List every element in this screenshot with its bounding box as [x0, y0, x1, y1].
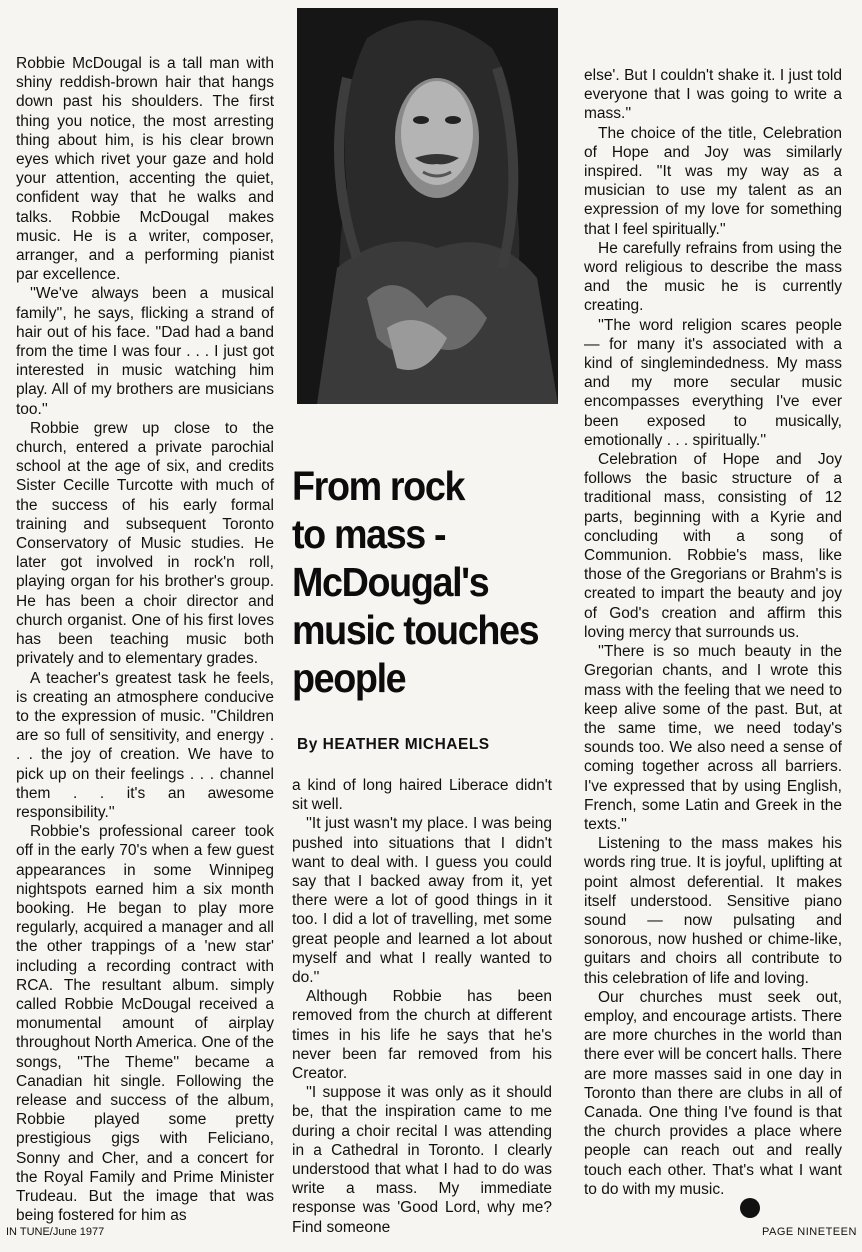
paragraph: Robbie grew up close to the church, entered a private parochial school at the age of six, and credits Sister Cecille Turcotte with much of the success of his early formal training and subsequent Toronto Conservatory of Music studies. He later got involved in rock'n roll, playing organ for his brother's group. He has been a choir director and church organist. One of his first loves has been teaching music both privately and to elementary grades. — [16, 419, 274, 668]
paragraph: ''There is so much beauty in the Gregorian chants, and I wrote this mass with the feeling that we need to keep alive some of the past. But, at the same time, we need today's sounds too. We also need a sense of coming together across all barriers. I've expressed that by using English, French, some Latin and Greek in the texts.'' — [584, 643, 842, 833]
article-column-3 — [584, 66, 842, 1199]
paragraph: ''I suppose it was only as it should be, that the inspiration came to me during a choir recital I was attending in a Cathedral in Toronto. I clearly understood that what I had to do was write a mass. My immediate response was 'Good Lord, why me? Find someone — [292, 1084, 552, 1236]
article-headline — [292, 462, 540, 702]
article-column-2 — [292, 776, 552, 1237]
article-column-1 — [16, 54, 274, 1225]
headline-line: McDougal's — [292, 559, 489, 605]
portrait-photo — [297, 8, 558, 404]
paragraph: Listening to the mass makes his words ring true. It is joyful, uplifting at point almost deferential. It makes itself understood. Sensitive piano sound — now pulsating and sonorous, now hushed or chime-like, guitars and choirs all contribute to this celebration of life and loving. — [584, 835, 842, 987]
headline-line: to mass - — [292, 511, 446, 557]
paragraph: He carefully refrains from using the word religious to describe the mass and the music he is currently creating. — [584, 239, 842, 315]
portrait-illustration — [297, 8, 558, 404]
paragraph: else'. But I couldn't shake it. I just told everyone that I was going to write a mass.'' — [584, 67, 842, 123]
end-mark-icon — [740, 1198, 760, 1218]
headline-line: people — [292, 655, 406, 701]
paragraph: ''It just wasn't my place. I was being pushed into situations that I didn't want to deal with. I guess you could say that I backed away from it, yet there were a lot of good things in it too. I did a lot of travelling, met some great people and learned a lot about myself and what I really wanted to do.'' — [292, 815, 552, 987]
paragraph: a kind of long haired Liberace didn't sit well. — [292, 777, 552, 814]
paragraph: Celebration of Hope and Joy follows the basic structure of a traditional mass, consisting of 12 parts, beginning with a Kyrie and concluding with a song of Communion. Robbie's mass, like those of the Gregorians or Brahm's is created to impart the beauty and joy of God's creation and affirm this loving mercy that surrounds us. — [584, 451, 842, 641]
paragraph: ''We've always been a musical family'', he says, flicking a strand of hair out of his face. ''Dad had a band from the time I was four . . . I just got interested in music watching him play. All of my brothers are musicians too.'' — [16, 285, 274, 418]
footer-page-number: PAGE NINETEEN — [762, 1226, 857, 1238]
headline-line: From rock — [292, 463, 465, 509]
paragraph: Our churches must seek out, employ, and encourage artists. There are more churches in the world than there ever will be concert halls. There are more masses said in one day in Toronto than there are clubs in all of Canada. One thing I've found is that the church provides a place where people can reach out and really touch each other. That's what I want to do with my music. — [584, 988, 842, 1198]
footer-publication: IN TUNE/June 1977 — [6, 1226, 105, 1238]
paragraph: Robbie McDougal is a tall man with shiny reddish-brown hair that hangs down past his shoulders. The first thing you notice, the most arresting thing about him, is his clear brown eyes which rivet your gaze and hold your attention, accenting the quiet, confident way that he walks and talks. Robbie McDougal makes music. He is a writer, composer, arranger, and a performing pianist par excellence. — [16, 55, 274, 284]
paragraph: A teacher's greatest task he feels, is creating an atmosphere conducive to the expression of music. ''Children are so full of sensitivity, and energy . . . the joy of creation. We have to pick up on their feelings . . . channel them . . it's an awesome responsibility.'' — [16, 669, 274, 821]
paragraph: The choice of the title, Celebration of Hope and Joy was similarly inspired. ''It was my way as a musician to use my talent as an expression of my love for something that I feel spiritually.'' — [584, 124, 842, 238]
headline-line: music touches — [292, 607, 539, 653]
paragraph: Although Robbie has been removed from the church at different times in his life he says that he's never been far removed from his Creator. — [292, 988, 552, 1083]
paragraph: ''The word religion scares people — for many it's associated with a kind of singlemindedness. My mass and my more secular music encompasses everything I've ever been exposed to musically, emotionally . . . spiritually.'' — [584, 316, 842, 449]
paragraph: Robbie's professional career took off in the early 70's when a few guest appearances in some Winnipeg nightspots earned him a six month booking. He began to play more regularly, acquired a manager and all the other trappings of a 'new star' including a recording contract with RCA. The resultant album. simply called Robbie McDougal received a monumental amount of airplay throughout North America. One of the songs, ''The Theme'' became a Canadian hit single. Following the release and success of the album, Robbie played some pretty prestigious gigs with Feliciano, Sonny and Cher, and a concert for the Royal Family and Prime Minister Trudeau. But the image that was being fostered for him as — [16, 823, 274, 1225]
byline: By HEATHER MICHAELS — [297, 736, 490, 753]
